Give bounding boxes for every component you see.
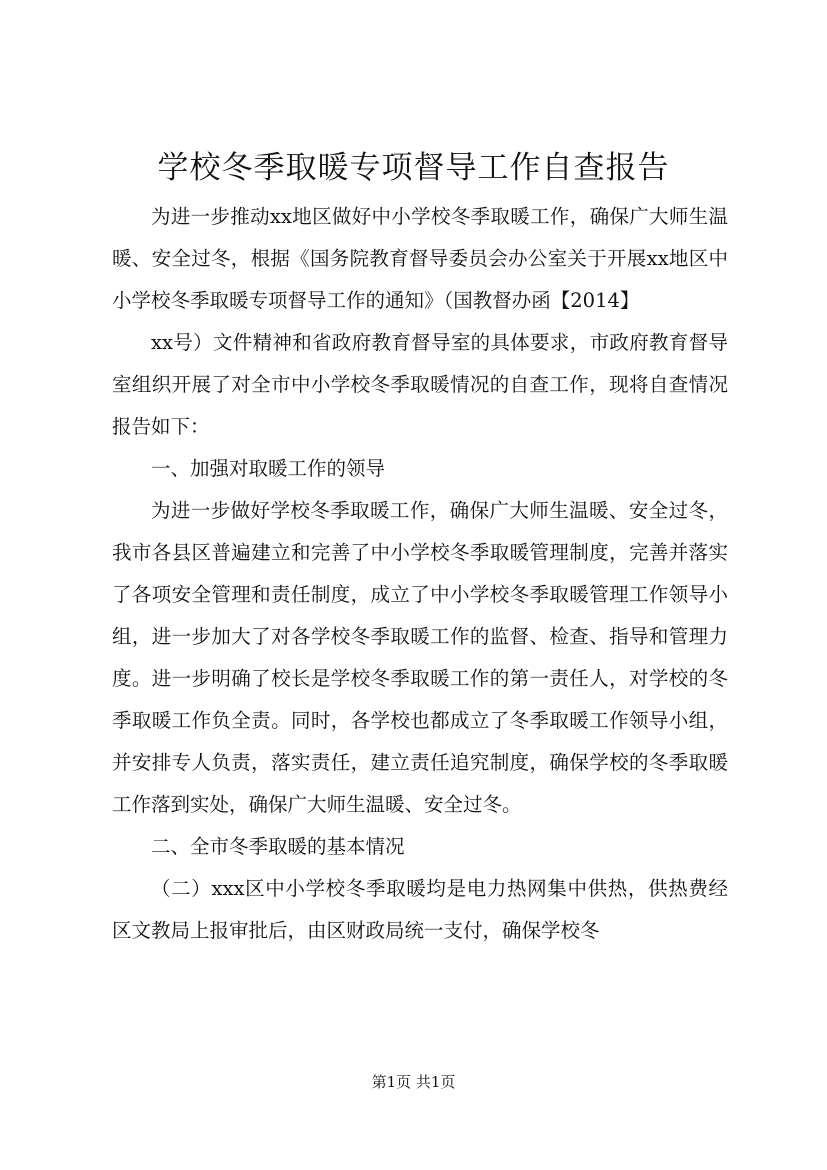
- paragraph-section-2: （二）xxx区中小学校冬季取暖均是电力热网集中供热，供热费经区文教局上报审批后，由区财政局统一支付，确保学校冬: [112, 877, 728, 942]
- page-number: 第1页 共1页: [371, 1073, 456, 1091]
- document-body: [112, 196, 728, 952]
- paragraph-section-1: 为进一步做好学校冬季取暖工作，确保广大师生温暖、安全过冬，我市各县区普遍建立和完善了中小学校冬季取暖管理制度，完善并落实了各项安全管理和责任制度，成立了中小学校冬季取暖管理工作领导小组，进一步加大了对各学校冬季取暖工作的监督、检查、指导和管理力度。进一步明确了校长是学校冬季取暖工作的第一责任人，对学校的冬季取暖工作负全责。同时，各学校也都成立了冬季取暖工作领导小组，并安排专人负责，落实责任，建立责任追究制度，确保学校的冬季取暖工作落到实处，确保广大师生温暖、安全过冬。: [112, 499, 728, 816]
- page-footer: [0, 1071, 827, 1093]
- document-title: 学校冬季取暖专项督导工作自查报告: [157, 150, 670, 186]
- paragraph-intro-continued: xx号）文件精神和省政府教育督导室的具体要求，市政府教育督导室组织开展了对全市中小学校冬季取暖情况的自查工作，现将自查情况报告如下：: [112, 331, 728, 438]
- section-heading-1: 一、加强对取暖工作的领导: [151, 457, 386, 480]
- section-heading-2: 二、全市冬季取暖的基本情况: [151, 835, 405, 858]
- paragraph-intro: 为进一步推动xx地区做好中小学校冬季取暖工作，确保广大师生温暖、安全过冬，根据《国务院教育督导委员会办公室关于开展xx地区中小学校冬季取暖专项督导工作的通知》（国教督办函【2014】: [112, 205, 728, 312]
